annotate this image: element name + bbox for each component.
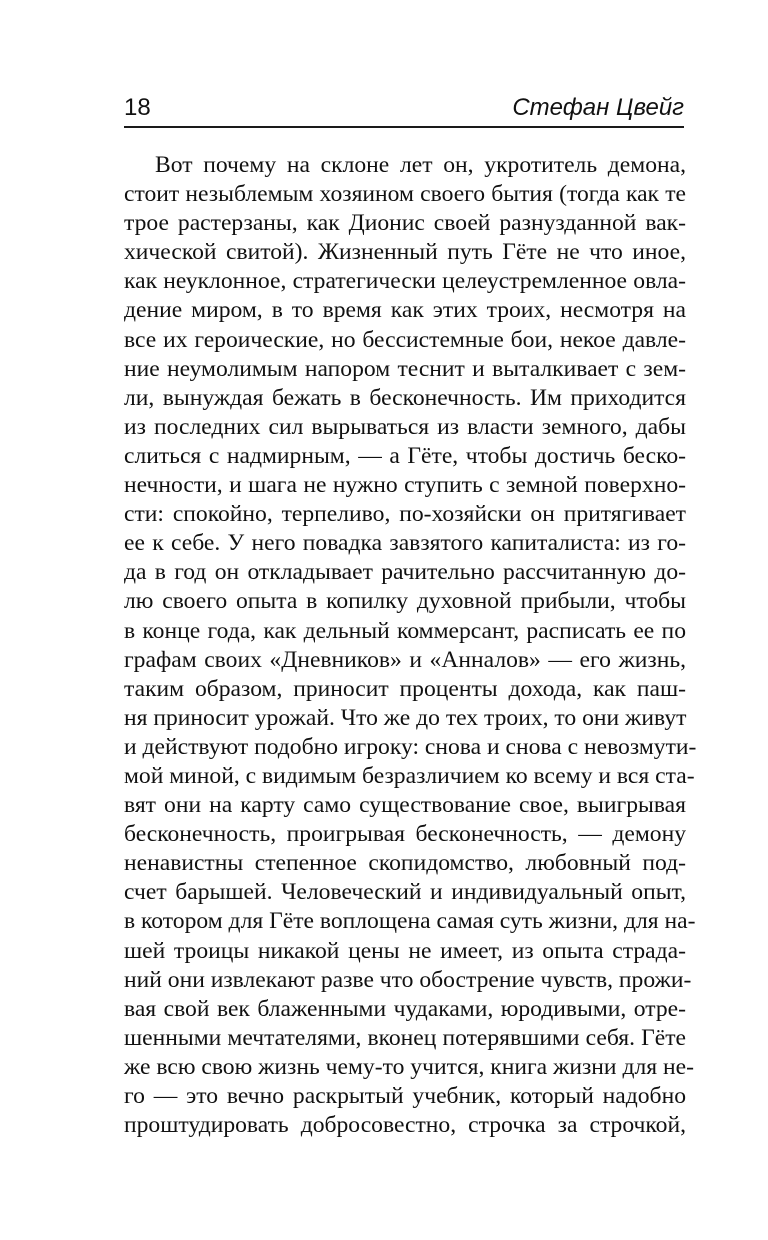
text-line: из последних сил вырываться из власти земного, дабы (124, 413, 686, 440)
text-line: и действуют подобно игроку: снова и снова с невозмути- (124, 733, 697, 760)
text-line: ня приносит урожай. Что же до тех троих, то они живут (124, 704, 687, 731)
body-text (124, 151, 697, 1140)
text-line: графам своих «Дневников» и «Анналов» — его жизнь, (124, 646, 686, 673)
text-line: все их героические, но бессистемные бои, некое давле- (124, 326, 686, 353)
text-line: трое растерзаны, как Дионис своей разнузданной вак- (124, 210, 686, 237)
text-line: стоит незыблемым хозяином своего бытия (тогда как те (124, 181, 686, 208)
page-number: 18 (124, 94, 151, 121)
text-line: сти: спокойно, терпеливо, по-хозяйски он притягивает (124, 501, 686, 528)
text-line: мой миной, с видимым безразличием ко всему и вся ста- (124, 762, 695, 789)
text-line: ние неумолимым напором теснит и выталкивает с зем- (124, 355, 686, 382)
text-line: шенными мечтателями, вконец потерявшими себя. Гёте (124, 1024, 686, 1051)
page-header (124, 92, 684, 128)
running-head-author: Стефан Цвейг (512, 94, 684, 121)
text-line: шей троицы никакой цены не имеет, из опыта страда- (124, 937, 686, 964)
text-line: ее к себе. У него повадка завзятого капиталиста: из го- (124, 530, 686, 557)
text-line: го — это вечно раскрытый учебник, который надобно (124, 1083, 686, 1109)
text-line: в конце года, как дельный коммерсант, расписать ее по (124, 617, 686, 644)
text-line: проштудировать добросовестно, строчка за строчкой, (124, 1112, 686, 1139)
text-line: слиться с надмирным, — а Гёте, чтобы достичь беско- (124, 442, 686, 469)
text-line: дение миром, в то время как этих троих, несмотря на (124, 297, 686, 324)
text-line: ли, вынуждая бежать в бесконечность. Им приходится (124, 384, 686, 411)
text-line: ний они извлекают разве что обострение чувств, прожи- (124, 966, 692, 993)
text-line: таким образом, приносит проценты дохода, как паш- (124, 675, 686, 702)
text-line: вая свой век блаженными чудаками, юродивыми, отре- (124, 995, 686, 1022)
text-line: же всю свою жизнь чему-то учится, книга жизни для не- (124, 1053, 694, 1080)
text-line: счет барышей. Человеческий и индивидуальный опыт, (124, 879, 686, 906)
text-line: как неуклонное, стратегически целеустремленное овла- (124, 268, 686, 295)
text-line: ненавистны степенное скопидомство, любовный под- (124, 850, 686, 877)
text-line: да в год он откладывает рачительно рассчитанную до- (124, 559, 686, 586)
text-line: вят они на карту само существование свое, выигрывая (124, 792, 686, 819)
text-line: лю своего опыта в копилку духовной прибыли, чтобы (124, 588, 686, 615)
text-line: в котором для Гёте воплощена самая суть жизни, для на- (124, 908, 696, 935)
text-line: бесконечность, проигрывая бесконечность, — демону (124, 821, 686, 848)
text-line: Вот почему на склоне лет он, укротитель демона, (155, 152, 686, 178)
text-line: нечности, и шага не нужно ступить с земной поверхно- (124, 472, 686, 499)
text-line: хической свитой). Жизненный путь Гёте не что иное, (124, 239, 686, 266)
